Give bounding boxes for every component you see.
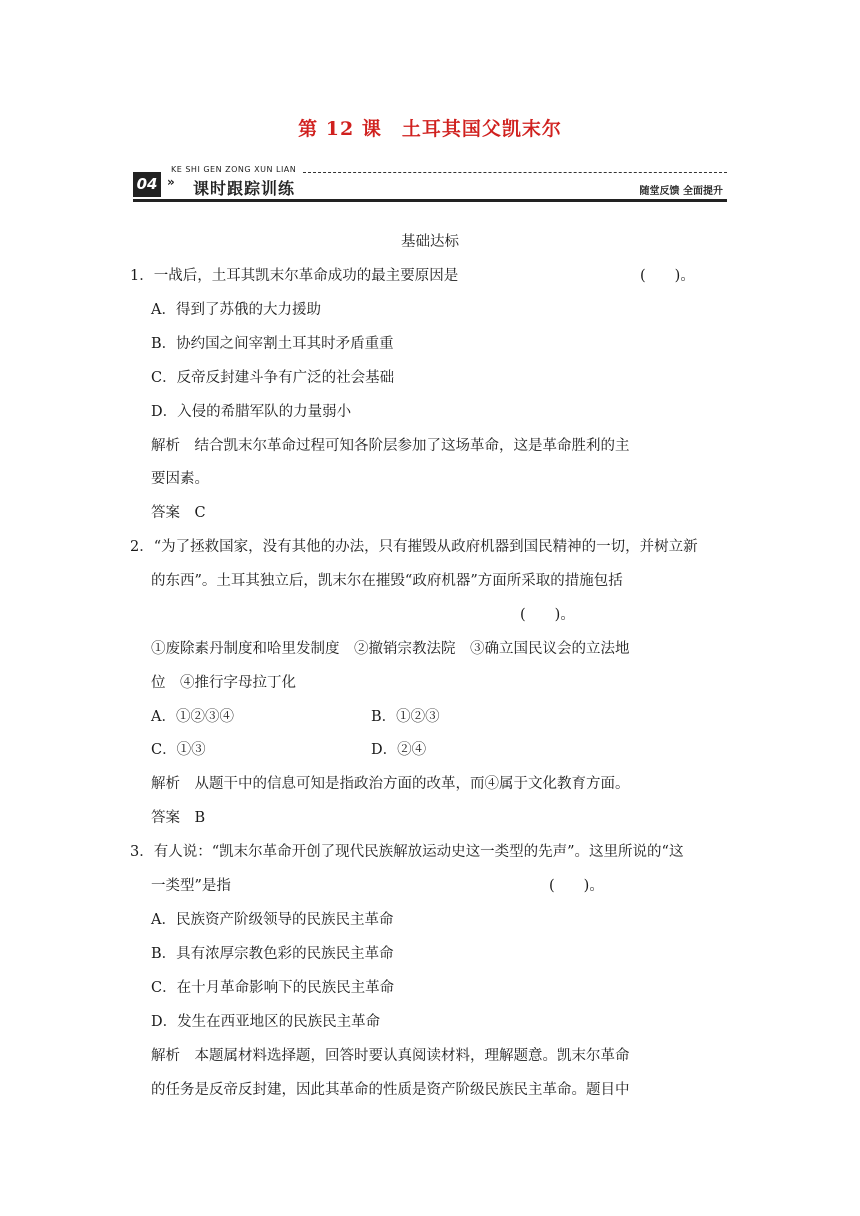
question-3-option-b: B．具有浓厚宗教色彩的民族民主革命 (151, 946, 394, 962)
question-2-items-cont: 位 ④推行字母拉丁化 (151, 675, 296, 691)
banner-slogan: 随堂反馈 全面提升 (639, 186, 723, 197)
question-2-option-d: D．②④ (371, 742, 427, 758)
question-2-answer-paren: ( )。 (520, 607, 575, 623)
banner-number-badge: 04 (133, 172, 161, 197)
lesson-title: 第 12 课 土耳其国父凯末尔 (298, 118, 562, 140)
question-1-option-b: B．协约国之间宰割土耳其时矛盾重重 (151, 336, 394, 352)
question-2-analysis: 解析 从题干中的信息可知是指政治方面的改革，而④属于文化教育方面。 (151, 776, 630, 792)
question-1-analysis: 解析 结合凯末尔革命过程可知各阶层参加了这场革命，这是革命胜利的主 (151, 438, 630, 454)
banner-pinyin: KE SHI GEN ZONG XUN LIAN (171, 165, 297, 174)
question-1-option-a: A．得到了苏俄的大力援助 (151, 302, 321, 318)
question-3-option-d: D．发生在西亚地区的民族民主革命 (151, 1014, 381, 1030)
chevron-icon: » (167, 175, 175, 189)
question-3-stem: 3．有人说：“凯末尔革命开创了现代民族解放运动史这一类型的先声”。这里所说的“这 (130, 844, 684, 860)
question-1-option-d: D．入侵的希腊军队的力量弱小 (151, 404, 352, 420)
question-2-items: ①废除素丹制度和哈里发制度 ②撤销宗教法院 ③确立国民议会的立法地 (151, 641, 630, 657)
question-1-analysis-cont: 要因素。 (151, 471, 209, 487)
question-1-stem: 1．一战后，土耳其凯末尔革命成功的最主要原因是 (130, 268, 459, 284)
question-3-analysis-cont: 的任务是反帝反封建，因此其革命的性质是资产阶级民族民主革命。题目中 (151, 1082, 630, 1098)
question-2-stem: 2．“为了拯救国家，没有其他的办法，只有摧毁从政府机器到国民精神的一切，并树立新 (130, 539, 698, 555)
question-3-option-c: C．在十月革命影响下的民族民主革命 (151, 980, 395, 996)
question-3-stem-cont: 一类型”是指 (151, 878, 231, 894)
question-2-stem-cont: 的东西”。土耳其独立后，凯末尔在摧毁“政府机器”方面所采取的措施包括 (151, 573, 623, 589)
question-3-analysis: 解析 本题属材料选择题，回答时要认真阅读材料，理解题意。凯末尔革命 (151, 1048, 630, 1064)
banner-dotted-rule (303, 172, 727, 173)
section-subtitle: 基础达标 (401, 234, 459, 250)
question-2-option-c: C．①③ (151, 742, 206, 758)
question-1-answer-paren: ( )。 (640, 268, 695, 284)
banner-rule (133, 199, 727, 202)
question-2-option-a: A．①②③④ (151, 709, 234, 725)
question-3-answer-paren: ( )。 (549, 878, 604, 894)
banner-section-name: 课时跟踪训练 (193, 179, 296, 198)
question-3-option-a: A．民族资产阶级领导的民族民主革命 (151, 912, 394, 928)
section-banner (133, 163, 727, 203)
question-2-answer: 答案 B (151, 810, 206, 826)
question-1-answer: 答案 C (151, 505, 206, 521)
question-1-option-c: C．反帝反封建斗争有广泛的社会基础 (151, 370, 395, 386)
question-2-option-b: B．①②③ (371, 709, 440, 725)
